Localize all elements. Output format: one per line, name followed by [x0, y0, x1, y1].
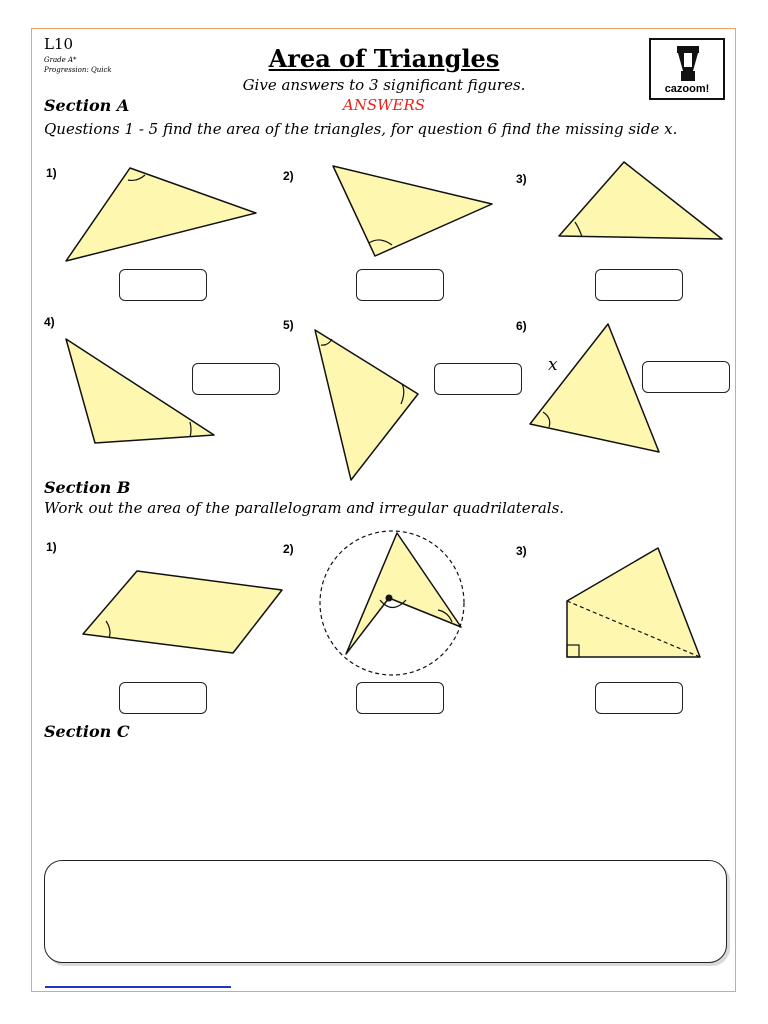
answer-box-b2[interactable]	[356, 682, 444, 714]
section-b-instruction: Work out the area of the parallelogram and irregular quadrilaterals.	[44, 499, 565, 517]
footer-link[interactable]	[45, 986, 231, 988]
section-c-answer-box[interactable]	[44, 860, 727, 963]
progression-label: Progression: Quick	[44, 66, 112, 74]
question-a2-number: 2)	[283, 169, 294, 183]
answer-box-a1[interactable]	[119, 269, 207, 301]
quadrilateral-b3	[567, 548, 700, 657]
subtitle: Give answers to 3 significant figures.	[242, 76, 526, 94]
page-title: Area of Triangles	[268, 44, 500, 73]
answers-label: ANSWERS	[342, 96, 426, 114]
question-b2-number: 2)	[283, 542, 294, 556]
triangle-a5	[315, 330, 418, 480]
logo-text: cazoom!	[664, 83, 710, 95]
grade-label: Grade A*	[44, 56, 77, 64]
triangle-a1	[66, 168, 256, 261]
answer-box-a3[interactable]	[595, 269, 683, 301]
triangle-a2	[333, 166, 492, 256]
level-code: L10	[44, 35, 74, 53]
answer-box-b1[interactable]	[119, 682, 207, 714]
triangle-a3	[559, 162, 722, 239]
question-a4-number: 4)	[44, 315, 55, 329]
question-b1-number: 1)	[46, 540, 57, 554]
parallelogram-b1	[83, 571, 282, 653]
answer-box-b3[interactable]	[595, 682, 683, 714]
question-a5-number: 5)	[283, 318, 294, 332]
quadrilateral-b2	[346, 533, 461, 654]
question-a1-number: 1)	[46, 166, 57, 180]
section-a-heading: Section A	[44, 96, 130, 115]
answer-box-a2[interactable]	[356, 269, 444, 301]
question-b3-number: 3)	[516, 544, 527, 558]
triangle-a6	[530, 324, 659, 452]
answer-box-a4[interactable]	[192, 363, 280, 395]
question-a6-number: 6)	[516, 319, 527, 333]
centre-dot-b2	[386, 595, 393, 602]
section-b-heading: Section B	[44, 478, 131, 497]
section-a-instruction: Questions 1 - 5 find the area of the triangles, for question 6 find the missing side x.	[44, 120, 678, 138]
answer-box-a6[interactable]	[642, 361, 730, 393]
missing-side-x-label: x	[548, 355, 558, 375]
answer-box-a5[interactable]	[434, 363, 522, 395]
question-a3-number: 3)	[516, 172, 527, 186]
section-c-heading: Section C	[44, 722, 130, 741]
